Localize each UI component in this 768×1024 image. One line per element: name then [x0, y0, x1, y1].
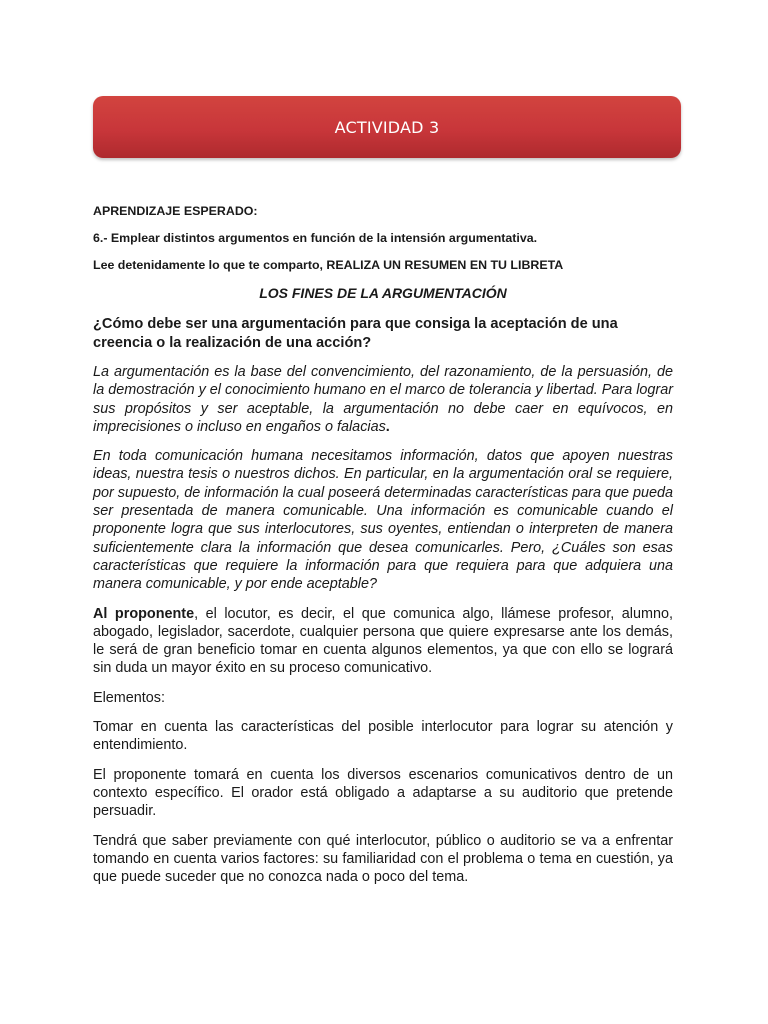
paragraph-4: Tomar en cuenta las características del posible interlocutor para lograr su atención y entendimiento. — [93, 719, 673, 754]
elementos-label: Elementos: — [93, 689, 165, 706]
paragraph-1-text: La argumentación es la base del convencimiento, del razonamiento, de la persuasión, de la demostración y el conocimiento humano en el marco de tolerancia y libertad. Para lograr sus propósitos y ser aceptable, la argumentación no debe caer en equívocos, en imprecisiones o incluso en engaños o falacias — [93, 364, 673, 435]
guiding-question: ¿Cómo debe ser una argumentación para que consiga la aceptación de una creencia o la realización de una acción? — [93, 316, 618, 351]
paragraph-3-rest: , el locutor, es decir, el que comunica algo, llámese profesor, alumno, abogado, legislador, sacerdote, cualquier persona que quiere expresarse ante los demás, le será de gran beneficio tomar en cuenta algunos elementos, ya que con ello se logrará sin duda un mayor éxito en su proceso comunicativo. — [93, 605, 674, 677]
section-title: LOS FINES DE LA ARGUMENTACIÓN — [259, 285, 507, 301]
instruction-emphasis: REALIZA UN RESUMEN EN TU LIBRETA — [326, 258, 564, 272]
activity-title: ACTIVIDAD 3 — [334, 117, 440, 137]
paragraph-3-lead: Al proponente — [93, 605, 195, 622]
instruction-line — [93, 258, 673, 273]
paragraph-6: Tendrá que saber previamente con qué interlocutor, público o auditorio se va a enfrentar tomando en cuenta varios factores: su familiaridad con el problema o tema en cuestión, ya que puede suceder que no conozca nada o poco del tema. — [93, 832, 673, 886]
instruction-intro: Lee detenidamente lo que te comparto, — [93, 258, 327, 272]
activity-banner — [93, 96, 681, 158]
paragraph-1-end: . — [385, 418, 390, 435]
aprendizaje-label: APRENDIZAJE ESPERADO: — [93, 204, 258, 218]
paragraph-2: En toda comunicación humana necesitamos información, datos que apoyen nuestras ideas, nuestra tesis o nuestros dichos. En particular, en la argumentación oral se requiere, por supuesto, de información la cual poseerá determinadas características para que pueda ser presentada de manera comunicable. Una información es comunicable cuando el proponente logra que sus interlocutores, sus oyentes, entiendan o interpreten de manera suficientemente clara la información que desea comunicarles. Pero, ¿Cuáles son esas características que requiere la información para que requiera para que adquiera una manera comunicable, y por ende aceptable? — [93, 448, 673, 593]
document-body — [93, 204, 673, 897]
learning-objective: 6.- Emplear distintos argumentos en función de la intensión argumentativa. — [93, 231, 538, 245]
paragraph-5: El proponente tomará en cuenta los diversos escenarios comunicativos dentro de un contexto específico. El orador está obligado a adaptarse a su auditorio que pretende persuadir. — [93, 766, 673, 820]
paragraph-1 — [93, 363, 673, 436]
paragraph-3 — [93, 605, 673, 678]
